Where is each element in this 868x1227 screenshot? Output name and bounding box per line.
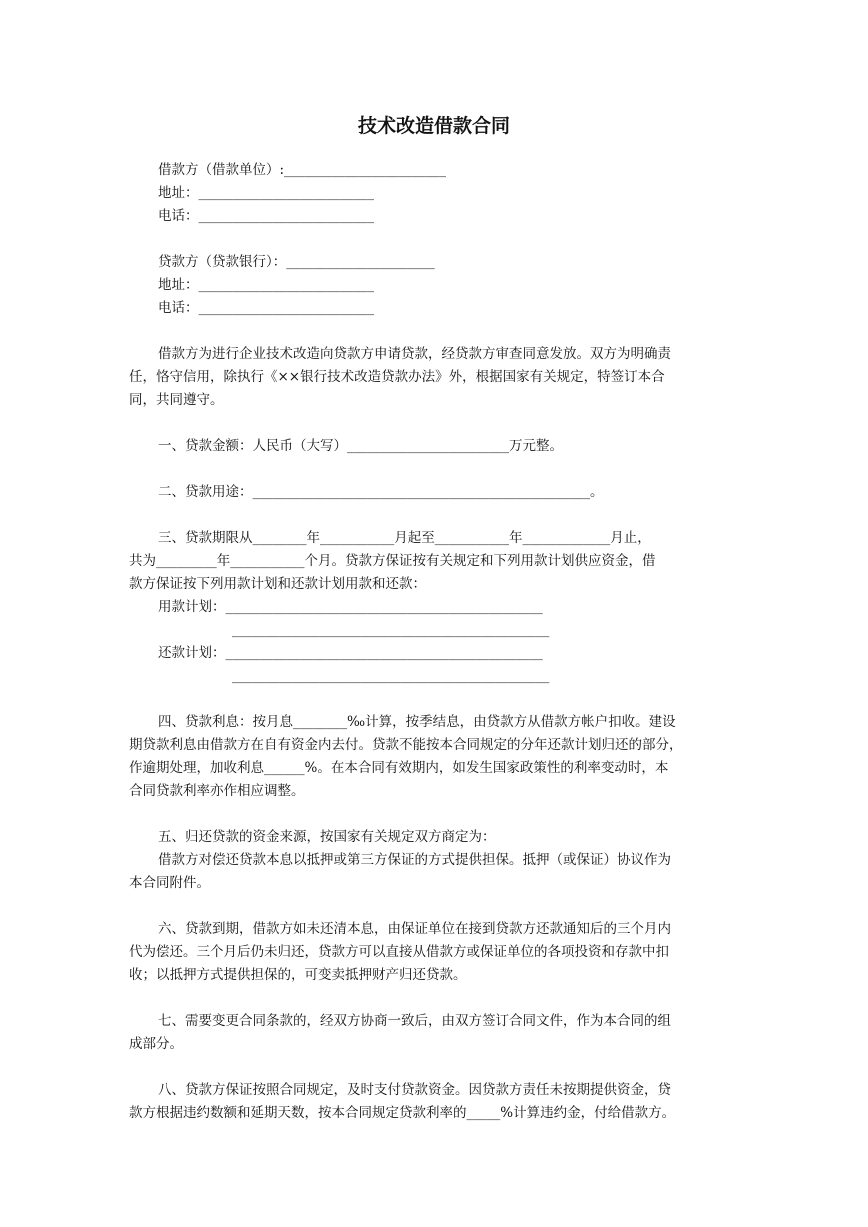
clause-repayment-source-line: 本合同附件。 [129,875,210,891]
document-title: 技术改造借款合同 [357,115,510,137]
use-plan-line: 用款计划：_______________________________________________ [158,599,543,615]
lender-address-line: 地址：__________________________ [158,277,374,293]
borrower-phone-line: 电话：__________________________ [158,208,374,224]
clause-amendment-line: 七、需要变更合同条款的，经双方协商一致后，由双方签订合同文件，作为本合同的组 [158,1013,671,1029]
clause-interest-line: 四、贷款利息：按月息________‰计算，按季结息，由贷款方从借款方帐户扣收。建设 [158,714,676,730]
clause-loan-term-line: 共为_________年___________个月。贷款方保证按有关规定和下列用款计划供应资金，借 [129,553,656,569]
clause-interest-line: 合同贷款利率亦作相应调整。 [129,783,305,799]
lender-phone-line: 电话：__________________________ [158,300,374,316]
clause-interest-line: 期贷款利息由借款方在自有资金内去付。贷款不能按本合同规定的分年还款计划归还的部分， [129,737,683,753]
repay-plan-continuation: _______________________________________________ [232,668,550,684]
clause-repayment-source-line: 借款方对偿还贷款本息以抵押或第三方保证的方式提供担保。抵押（或保证）协议作为 [158,852,671,868]
clause-loan-term-line: 三、贷款期限从________年___________月起至___________年_____________月止， [158,530,651,546]
clause-interest-line: 作逾期处理，加收利息______%。在本合同有效期内，如发生国家政策性的利率变动时，本 [129,760,669,776]
borrower-line: 借款方（借款单位）:________________________ [158,162,447,178]
clause-default-line: 代为偿还。三个月后仍未归还，贷款方可以直接从借款方或保证单位的各项投资和存款中扣 [129,944,669,960]
lender-line: 贷款方（贷款银行）：______________________ [158,254,435,270]
repay-plan-line: 还款计划：_______________________________________________ [158,645,543,661]
clause-loan-purpose: 二、贷款用途：__________________________________________________。 [158,484,604,500]
clause-default-line: 收；以抵押方式提供担保的，可变卖抵押财产归还贷款。 [129,967,467,983]
preamble-line: 任，恪守信用，除执行《××银行技术改造贷款办法》外，根据国家有关规定，特签订本合 [129,369,665,385]
clause-loan-amount: 一、贷款金额：人民币（大写）________________________万元整。 [158,438,563,454]
borrower-address-line: 地址：__________________________ [158,185,374,201]
clause-repayment-source-line: 五、归还贷款的资金来源，按国家有关规定双方商定为： [158,829,496,845]
clause-lender-duty-line: 八、贷款方保证按照合同规定，及时支付贷款资金。因贷款方责任未按期提供资金，贷 [158,1082,671,1098]
preamble-line: 同，共同遵守。 [129,392,224,408]
preamble-line: 借款方为进行企业技术改造向贷款方申请贷款，经贷款方审查同意发放。双方为明确责 [158,346,671,362]
clause-amendment-line: 成部分。 [129,1036,183,1052]
clause-loan-term-line: 款方保证按下列用款计划和还款计划用款和还款： [129,576,426,592]
clause-lender-duty-line: 款方根据违约数额和延期天数，按本合同规定贷款利率的_____%计算违约金，付给借款方。 [129,1105,676,1121]
use-plan-continuation: _______________________________________________ [232,622,550,638]
clause-default-line: 六、贷款到期，借款方如未还清本息，由保证单位在接到贷款方还款通知后的三个月内 [158,921,671,937]
